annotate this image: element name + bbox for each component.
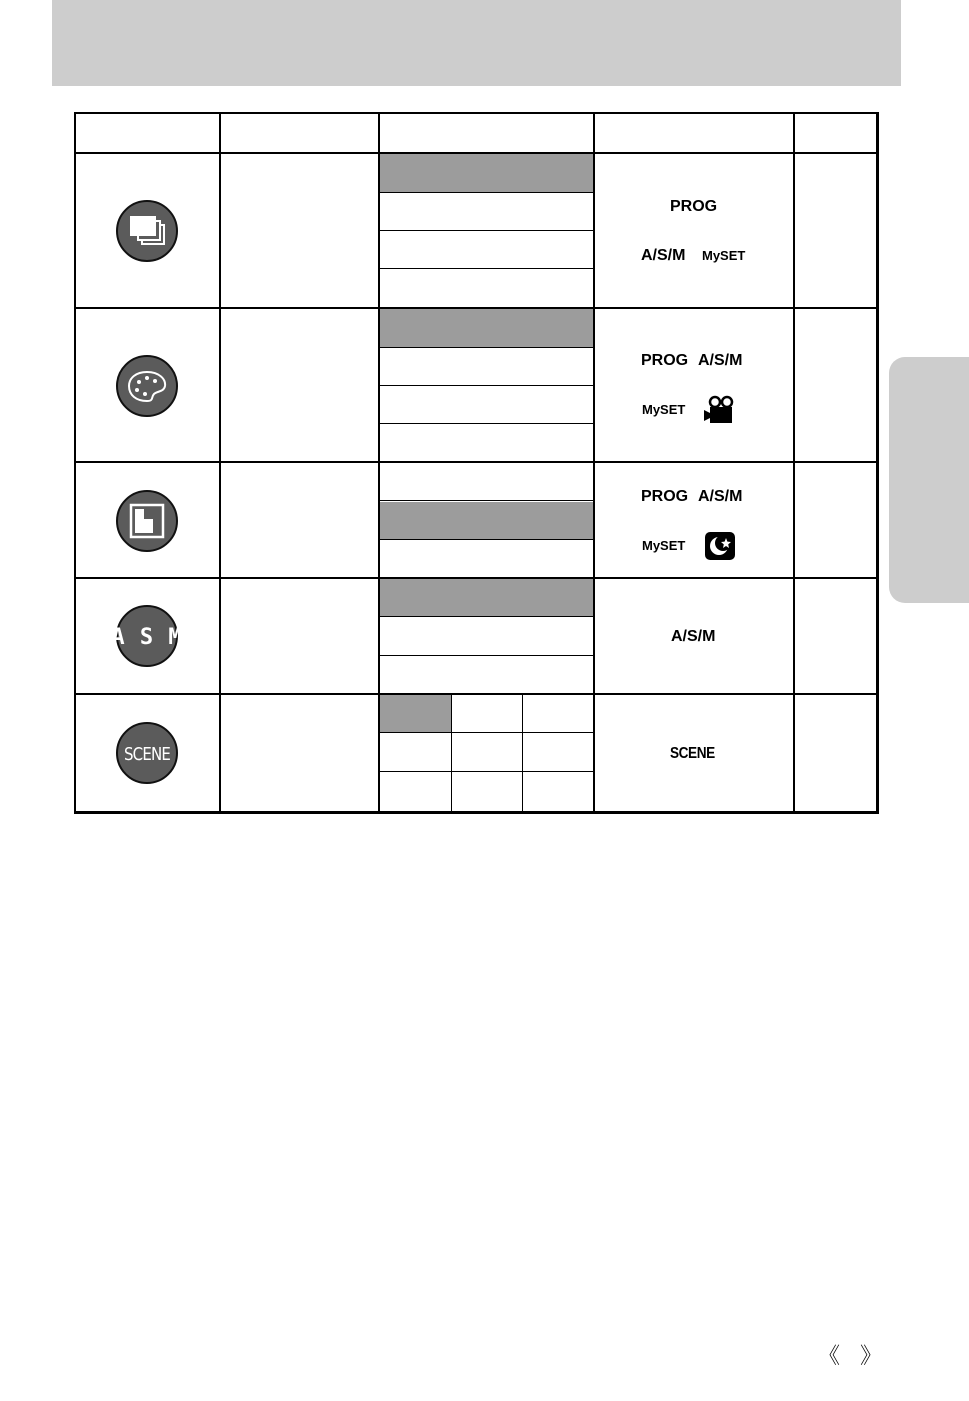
mode-asm: A/S/M [671,628,716,645]
sharpness-icon [116,490,178,552]
asm-mode-icon [111,605,183,667]
table-border-right [876,112,879,814]
default-option-cell [380,695,451,733]
next-page-arrow[interactable]: 》 [860,1344,883,1369]
option-divider [380,268,594,269]
table-border-top [74,112,879,114]
mode-asm: A/S/M [698,352,743,369]
row-divider [74,152,879,154]
option-divider [380,771,594,772]
mode-prog: PROG [670,198,718,215]
default-option-cell [380,154,594,192]
row-divider [74,307,879,309]
option-divider [380,230,594,231]
option-divider [380,192,594,193]
prev-page-arrow[interactable]: 《 [818,1344,841,1369]
default-option-cell [380,579,594,617]
option-divider [380,539,594,540]
mode-asm: A/S/M [641,247,686,264]
night-scene-icon [704,531,736,566]
mode-prog: PROG [641,488,689,505]
movie-clip-icon [704,396,736,429]
scene-icon-label: SCENE [124,744,171,765]
option-divider [522,695,523,812]
option-divider [380,732,594,733]
mode-scene: SCENE [670,745,715,762]
table-border-bottom [74,811,879,814]
mode-myset: MySET [702,248,746,263]
column-divider [593,112,595,814]
mode-myset: MySET [642,402,686,417]
option-divider [380,347,594,348]
row-divider [74,461,879,463]
mode-asm: A/S/M [698,488,743,505]
effect-palette-icon [116,355,178,417]
scene-mode-icon [116,722,178,784]
mode-prog: PROG [641,352,689,369]
column-divider [378,112,380,814]
option-divider [380,385,594,386]
asm-icon-label: A S M [111,625,183,650]
row-divider [74,693,879,695]
default-option-cell [380,309,594,347]
option-divider [380,616,594,617]
column-divider [219,112,221,814]
mode-myset: MySET [642,538,686,553]
option-divider [380,655,594,656]
column-divider [793,112,795,814]
default-option-cell [380,502,594,540]
continuous-shot-icon [116,200,178,262]
table-border-left [74,112,76,814]
row-divider [74,577,879,579]
option-divider [451,695,452,812]
option-divider [380,500,594,501]
option-divider [380,423,594,424]
